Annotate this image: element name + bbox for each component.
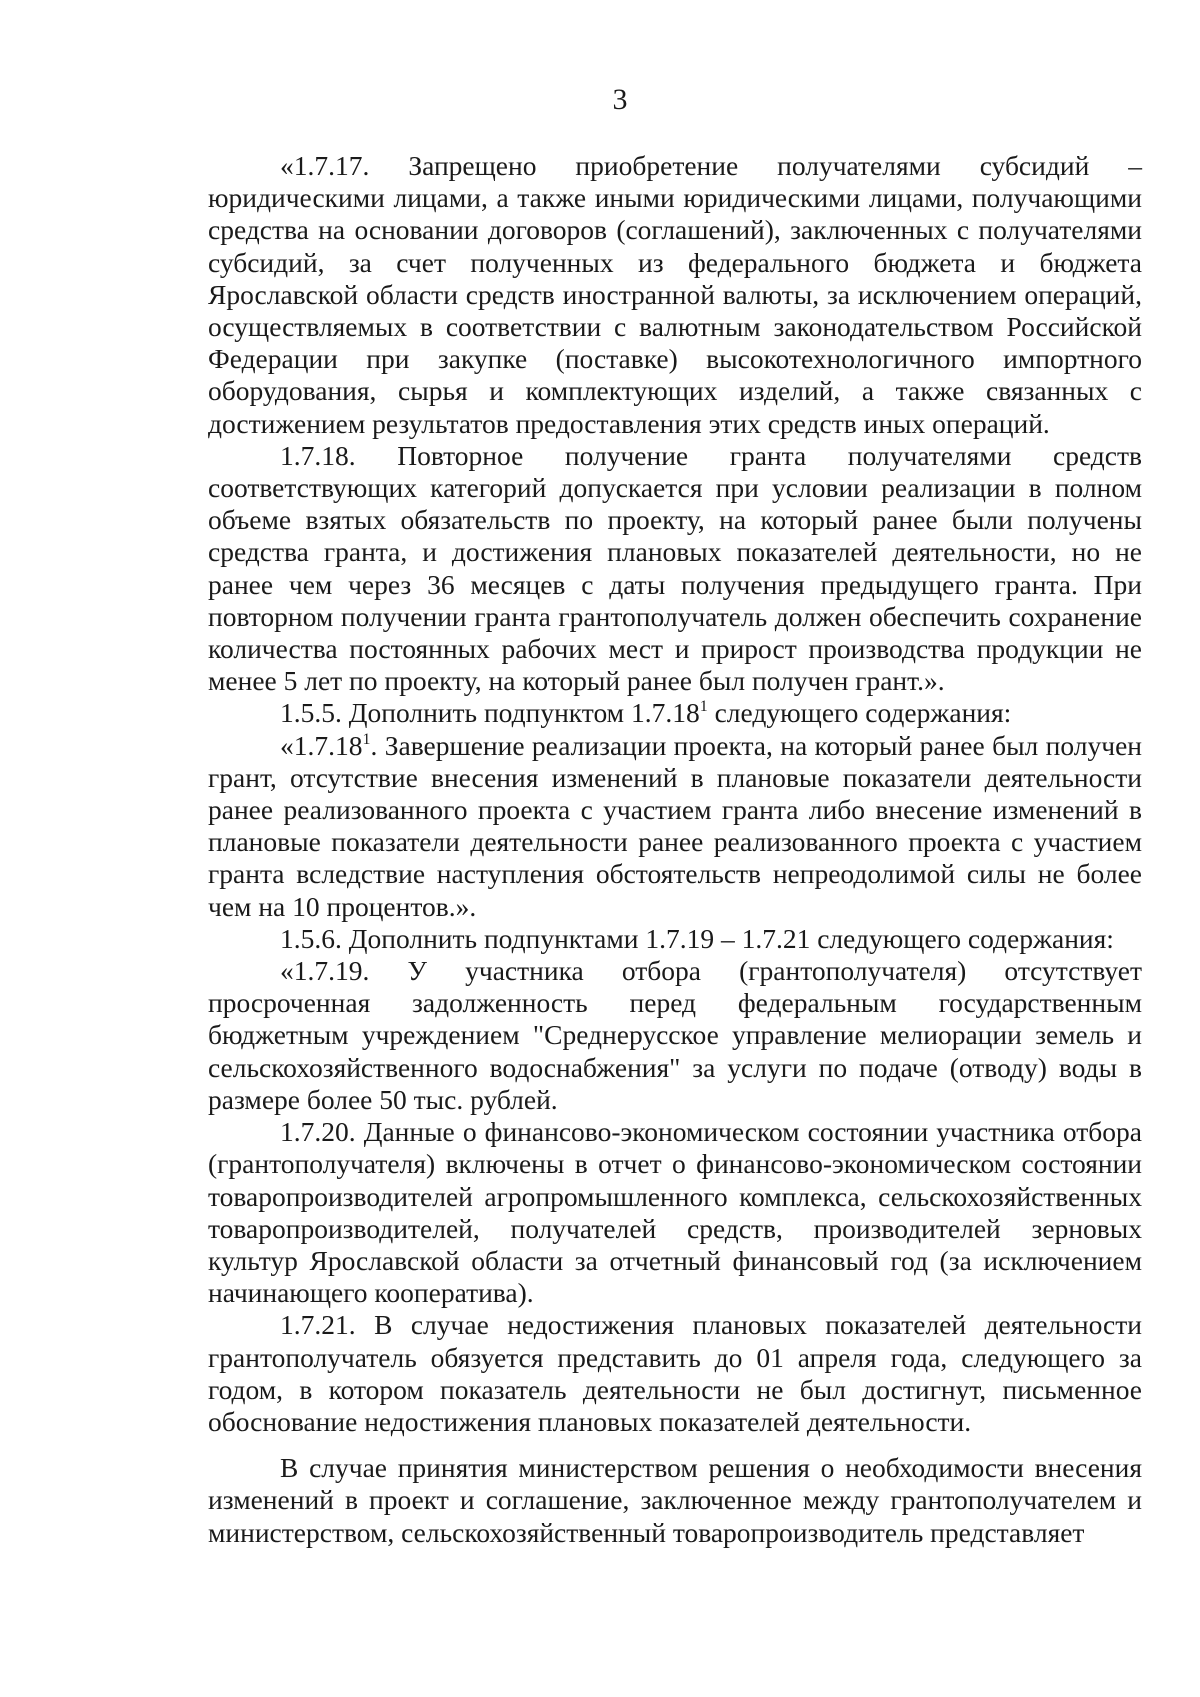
- paragraph-1-5-5-text: 1.5.5. Дополнить подпунктом 1.7.18: [280, 697, 700, 729]
- paragraph-1-5-5: [208, 697, 1142, 729]
- paragraph-final: В случае принятия министерством решения о необходимости внесения изменений в проект и соглашение, заключенное между грантополучателем и министерством, сельскохозяйственный товаропроизводитель представляет: [208, 1452, 1142, 1548]
- superscript-mark: 1: [699, 698, 708, 716]
- paragraph-1-7-17: «1.7.17. Запрещено приобретение получателями субсидий – юридическими лицами, а также иными юридическими лицами, получающими средства на основании договоров (соглашений), заключенных с получателями субсидий, за счет полученных из федерального бюджета и бюджета Ярославской области средств иностранной валюты, за исключением операций, осуществляемых в соответствии с валютным законодательством Российской Федерации при закупке (поставке) высокотехнологичного импортного оборудования, сырья и комплектующих изделий, а также связанных с достижением результатов предоставления этих средств иных операций.: [208, 150, 1142, 439]
- paragraph-1-7-18-1-text: . Завершение реализации проекта, на который ранее был получен грант, отсутствие внесения изменений в плановые показатели деятельности ранее реализованного проекта с участием гранта либо внесение изменений в плановые показатели деятельности ранее реализованного проекта с участием гранта вследствие наступления обстоятельств непреодолимой силы не более чем на 10 процентов.».: [208, 729, 1142, 922]
- page-number: 3: [612, 83, 628, 116]
- paragraph-1-5-5-text-end: следующего содержания:: [707, 697, 1012, 729]
- paragraph-1-7-20: 1.7.20. Данные о финансово-экономическом состоянии участника отбора (грантополучателя) включены в отчет о финансово-экономическом состоянии товаропроизводителей агропромышленного комплекса, сельскохозяйственных товаропроизводителей, получателей средств, производителей зерновых культур Ярославской области за отчетный финансовый год (за исключением начинающего кооператива).: [208, 1116, 1142, 1309]
- paragraph-1-7-19: «1.7.19. У участника отбора (грантополучателя) отсутствует просроченная задолженность перед федеральным государственным бюджетным учреждением "Среднерусское управление мелиорации земель и сельскохозяйственного водоснабжения" за услуги по подаче (отводу) воды в размере более 50 тыс. рублей.: [208, 955, 1142, 1115]
- paragraph-1-7-18-1-number: «1.7.18: [280, 729, 363, 761]
- paragraph-1-7-18: 1.7.18. Повторное получение гранта получателями средств соответствующих категорий допускается при условии реализации в полном объеме взятых обязательств по проекту, на который ранее были получены средства гранта, и достижения плановых показателей деятельности, но не ранее чем через 36 месяцев с даты получения предыдущего гранта. При повторном получении гранта грантополучатель должен обеспечить сохранение количества постоянных рабочих мест и прирост производства продукции не менее 5 лет по проекту, на который ранее был получен грант.».: [208, 439, 1142, 697]
- paragraph-1-7-21: 1.7.21. В случае недостижения плановых показателей деятельности грантополучатель обязуется представить до 01 апреля года, следующего за годом, в котором показатель деятельности не был достигнут, письменное обоснование недостижения плановых показателей деятельности.: [208, 1309, 1142, 1437]
- paragraph-1-5-6: 1.5.6. Дополнить подпунктами 1.7.19 – 1.7.21 следующего содержания:: [280, 922, 1114, 954]
- superscript-mark: 1: [362, 730, 371, 748]
- paragraph-1-7-18-1: [208, 730, 1142, 923]
- document-body: [208, 150, 1142, 1549]
